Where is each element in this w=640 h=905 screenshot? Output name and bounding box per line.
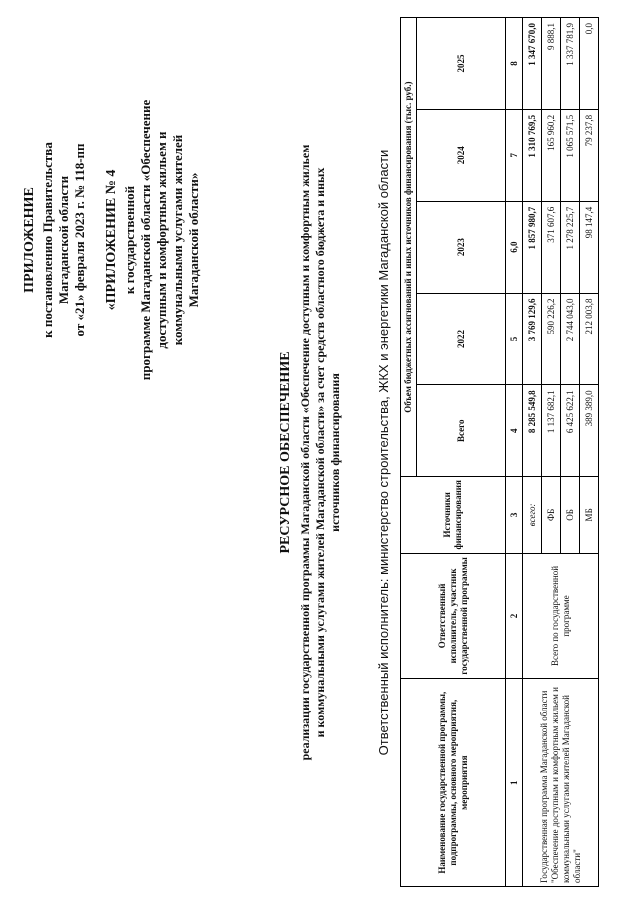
- header-name: Наименование государственной программы, подпрограммы, основного мероприятия, мероприятия: [401, 679, 506, 887]
- subtitle-line-1: реализации государственной программы Магаданской области «Обеспечение доступным и комфортным жильем: [298, 144, 312, 761]
- program-name: Государственная программа Магаданской области "Обеспечение доступным и комфортным жильем и коммунальными услугами жителей Магаданской области": [523, 679, 599, 887]
- document-subtitle: [298, 50, 343, 855]
- column-number: 3: [506, 477, 523, 553]
- column-number: 8: [506, 18, 523, 110]
- value-cell: 0,0: [580, 18, 599, 110]
- annex-heading: «ПРИЛОЖЕНИЕ № 4: [104, 169, 119, 311]
- document-title: РЕСУРСНОЕ ОБЕСПЕЧЕНИЕ: [278, 351, 293, 554]
- subtitle-line-2: и коммунальными услугами жителей Магаданской области» за счет средств областного бюджета и иных: [313, 167, 327, 738]
- header-sources: Источники финансирования: [401, 477, 506, 553]
- value-cell: 1 347 670,0: [523, 18, 542, 110]
- decree-line-2: Магаданской области: [56, 175, 71, 305]
- value-cell: 6 425 622,1: [561, 385, 580, 477]
- header-2024: 2024: [417, 109, 506, 201]
- value-cell: 79 237,8: [580, 109, 599, 201]
- source-cell: всего:: [523, 477, 542, 553]
- annex-line-5: Магаданской области»: [186, 172, 201, 308]
- source-cell: ФБ: [542, 477, 561, 553]
- column-number: 5: [506, 293, 523, 385]
- source-cell: ОБ: [561, 477, 580, 553]
- approval-block: [22, 20, 202, 460]
- value-cell: 1 065 571,5: [561, 109, 580, 201]
- annex-line-4: коммунальными услугами жителей: [170, 134, 185, 346]
- decree-line-3: от «21» февраля 2023 г. № 118-пп: [72, 143, 87, 337]
- annex-line-3: доступным и комфортным жильем и: [154, 131, 169, 349]
- header-2022: 2022: [417, 293, 506, 385]
- value-cell: 1 137 682,1: [542, 385, 561, 477]
- header-2023: 2023: [417, 201, 506, 293]
- value-cell: 371 607,6: [542, 201, 561, 293]
- decree-line-1: к постановлению Правительства: [40, 142, 55, 338]
- responsible-executor: Ответственный исполнитель: министерство строительства, ЖКХ и энергетики Магаданской области: [376, 149, 391, 756]
- value-cell: 1 278 225,7: [561, 201, 580, 293]
- column-number: 2: [506, 553, 523, 679]
- header-responsible: Ответственный исполнитель, участник государственной программы: [401, 553, 506, 679]
- header-total: Всего: [417, 385, 506, 477]
- value-cell: 389 389,0: [580, 385, 599, 477]
- appendix-heading: ПРИЛОЖЕНИЕ: [22, 187, 37, 293]
- header-2025: 2025: [417, 18, 506, 110]
- column-number: 1: [506, 679, 523, 887]
- source-cell: МБ: [580, 477, 599, 553]
- column-number: 6,0: [506, 201, 523, 293]
- value-cell: 8 285 549,8: [523, 385, 542, 477]
- value-cell: 3 769 129,6: [523, 293, 542, 385]
- value-cell: 98 147,4: [580, 201, 599, 293]
- value-cell: 9 888,1: [542, 18, 561, 110]
- table-row: [523, 18, 542, 887]
- value-cell: 1 857 980,7: [523, 201, 542, 293]
- value-cell: 590 226,2: [542, 293, 561, 385]
- value-cell: 212 003,8: [580, 293, 599, 385]
- annex-line-2: программе Магаданской области «Обеспечение: [138, 99, 153, 381]
- value-cell: 2 744 043,0: [561, 293, 580, 385]
- value-cell: 1 310 769,5: [523, 109, 542, 201]
- resource-table: [400, 17, 599, 887]
- column-number: 4: [506, 385, 523, 477]
- value-cell: 165 960,2: [542, 109, 561, 201]
- column-number: 7: [506, 109, 523, 201]
- header-volume: Объем бюджетных ассигнований и иных источников финансирования (тыс. руб.): [401, 18, 417, 477]
- subtitle-line-3: источников финансирования: [328, 373, 342, 532]
- program-responsible: Всего по государственной программе: [523, 553, 599, 679]
- value-cell: 1 337 781,9: [561, 18, 580, 110]
- annex-line-1: к государственной: [122, 185, 137, 295]
